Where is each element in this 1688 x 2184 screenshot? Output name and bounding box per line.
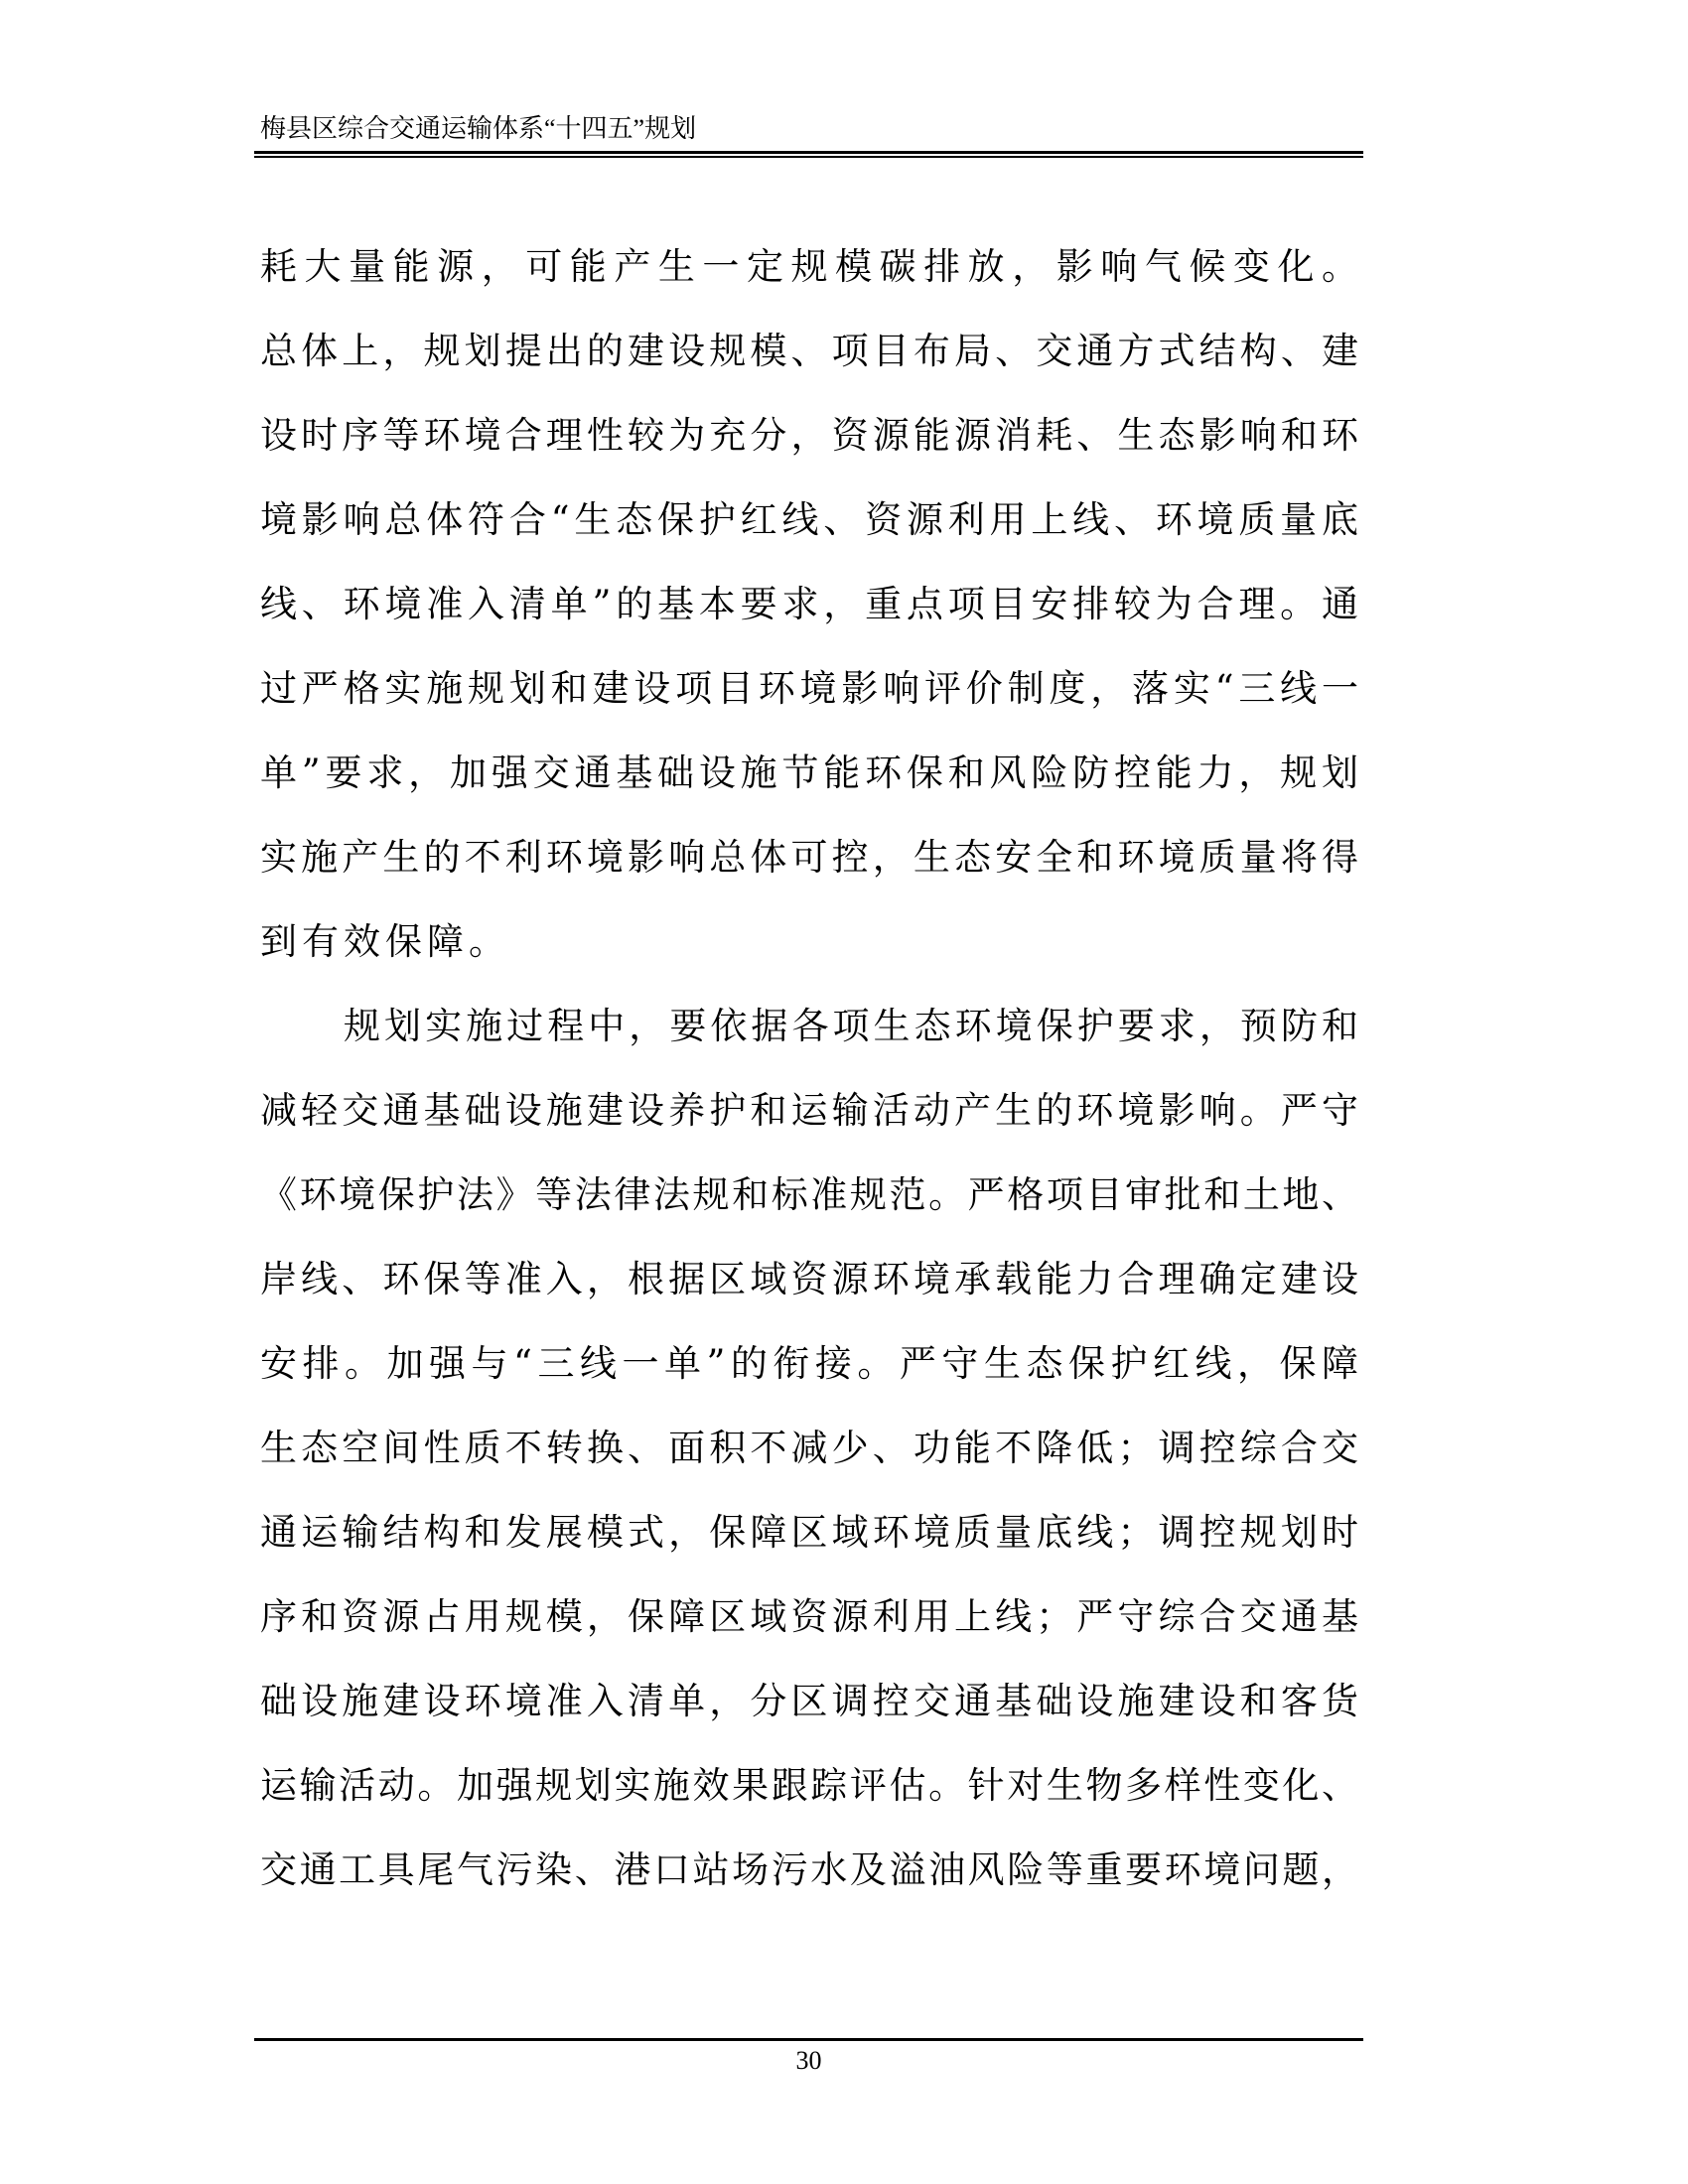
- text-line: 耗大量能源，可能产生一定规模碳排放，影响气候变化。: [260, 245, 1358, 288]
- paragraph-line: [260, 1321, 1358, 1406]
- header-rule-thin: [254, 156, 1363, 158]
- text-line: 实施产生的不利环境影响总体可控，生态安全和环境质量将得: [260, 836, 1358, 879]
- text-line: 单”要求，加强交通基础设施节能环保和风险防控能力，规划: [260, 751, 1358, 794]
- paragraph-line: [260, 646, 1358, 731]
- text-line: 线、环境准入清单”的基本要求，重点项目安排较为合理。通: [260, 583, 1358, 625]
- paragraph-line: [260, 1574, 1358, 1659]
- paragraph-line: [260, 224, 1358, 309]
- footer-rule: [254, 2038, 1363, 2041]
- paragraph-line: [260, 1406, 1358, 1490]
- text-line: 运输活动。加强规划实施效果跟踪评估。针对生物多样性变化、: [260, 1764, 1358, 1807]
- text-line: 境影响总体符合“生态保护红线、资源利用上线、环境质量底: [260, 498, 1358, 541]
- paragraph-line: [260, 1659, 1358, 1743]
- paragraph-line: [260, 393, 1358, 478]
- paragraph-line: [260, 899, 1358, 984]
- paragraph-line: [260, 984, 1358, 1068]
- paragraph-line: [260, 478, 1358, 562]
- text-line: 础设施建设环境准入清单，分区调控交通基础设施建设和客货: [260, 1680, 1358, 1722]
- text-line: 减轻交通基础设施建设养护和运输活动产生的环境影响。严守: [260, 1089, 1358, 1132]
- text-line: 规划实施过程中，要依据各项生态环境保护要求，预防和: [344, 1005, 1358, 1047]
- text-line: 通运输结构和发展模式，保障区域环境质量底线；调控规划时: [260, 1511, 1358, 1554]
- paragraph-line: [260, 1237, 1358, 1321]
- text-line: 交通工具尾气污染、港口站场污水及溢油风险等重要环境问题，: [260, 1848, 1358, 1891]
- paragraph-line: [260, 1068, 1358, 1153]
- text-line: 过严格实施规划和建设项目环境影响评价制度，落实“三线一: [260, 667, 1358, 710]
- text-line: 设时序等环境合理性较为充分，资源能源消耗、生态影响和环: [260, 414, 1358, 457]
- paragraph-line: [260, 562, 1358, 646]
- text-line: 《环境保护法》等法律法规和标准规范。严格项目审批和土地、: [260, 1173, 1358, 1216]
- text-line: 生态空间性质不转换、面积不减少、功能不降低；调控综合交: [260, 1427, 1358, 1469]
- paragraph-line: [260, 815, 1358, 899]
- page-number: 30: [795, 2046, 822, 2075]
- text-line: 总体上，规划提出的建设规模、项目布局、交通方式结构、建: [260, 330, 1358, 372]
- header-rule-thick: [254, 151, 1363, 154]
- paragraph-line: [260, 1743, 1358, 1828]
- paragraph-line: [260, 1828, 1358, 1912]
- body-text: [260, 224, 1358, 1912]
- paragraph-line: [260, 309, 1358, 393]
- text-line: 安排。加强与“三线一单”的衔接。严守生态保护红线，保障: [260, 1342, 1358, 1385]
- text-line: 到有效保障。: [260, 920, 510, 963]
- paragraph-line: [260, 1153, 1358, 1237]
- paragraph-line: [260, 1490, 1358, 1574]
- document-title: 梅县区综合交通运输体系“十四五”规划: [260, 114, 697, 143]
- paragraph-line: [260, 731, 1358, 815]
- text-line: 岸线、环保等准入，根据区域资源环境承载能力合理确定建设: [260, 1258, 1358, 1300]
- text-line: 序和资源占用规模，保障区域资源利用上线；严守综合交通基: [260, 1595, 1358, 1638]
